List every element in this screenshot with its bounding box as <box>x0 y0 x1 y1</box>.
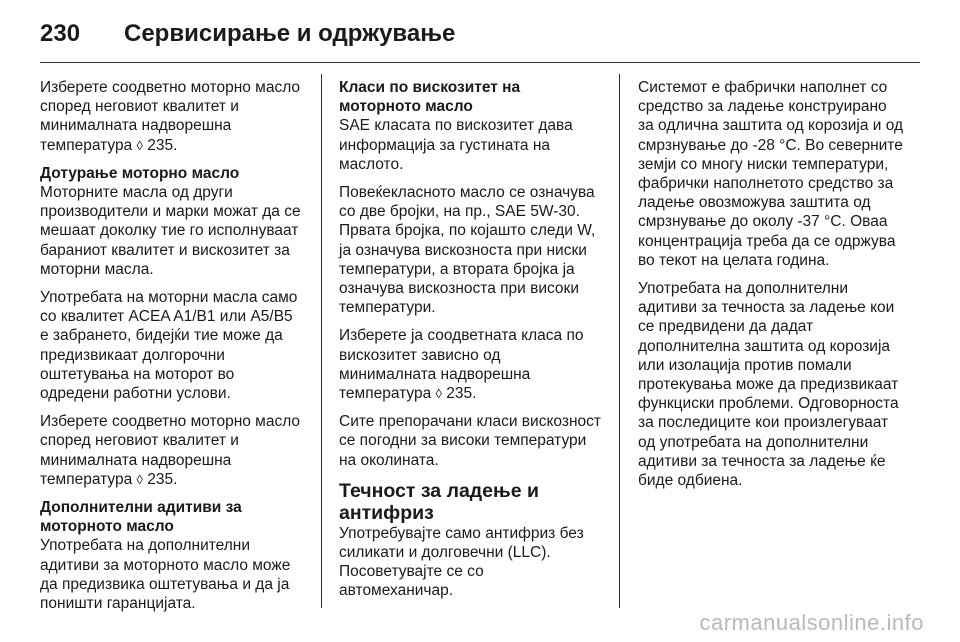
paragraph-oil-selection: Изберете соодветно моторно масло според неговиот квалитет и минималната надворешна температура ◊ 235. <box>40 79 301 154</box>
paragraph-coolant: Употребувајте само антифриз без силикати и долговечни (LLC). Посоветувајте се со автомеханичар. <box>339 524 584 600</box>
paragraph-factory-fill: Системот е фабрички наполнет со средство за ладење конструирано за одлична заштита од корозија и од смрзнување до -28 °C. Во северните земји со многу ниски температури, фабрички наполнетото средство за ладење овозможува заштита од смрзнување до околу -37 °C. Оваа концентрација треба да се одржува во текот на целата година. <box>638 79 904 269</box>
heading-viscosity-classes: Класи по вискозитет на моторното масло <box>339 79 521 116</box>
paragraph-coolant-additives: Употребата на дополнителни адитиви за течноста за ладење кои се предвидени да дадат дополнителна заштита од корозија или изолација против помали протекувања може да предизвикаат функциски проблеми. Одговорноста за последиците кои произлегуваат од употребата на дополнителни адитиви за течноста за ладење ќе биде одбиена. <box>638 280 899 490</box>
paragraph-sae: SAE класата по вискозитет дава информација за густината на маслото. <box>339 117 573 173</box>
page-ref-icon: ◊ <box>136 471 143 487</box>
paragraph-additives: Употребата на дополнителни адитиви за моторното масло може да предизвика оштетувања и да ја поништи гаранцијата. <box>40 537 291 613</box>
page-ref-link[interactable]: 235. <box>142 470 178 488</box>
column-3 <box>638 78 904 499</box>
column-divider-1 <box>321 74 322 608</box>
column-2 <box>339 78 601 610</box>
page-header <box>40 14 920 54</box>
page-ref-link[interactable]: 235. <box>142 136 178 154</box>
paragraph-multigrade: Повеќекласното масло се означува со две бројки, на пр., SAE 5W-30. Првата бројка, по којашто следи W, ја означува вискозноста при ниски температури, а втората бројка ја означува вискозноста при високи температури. <box>339 184 596 317</box>
column-divider-2 <box>619 74 620 608</box>
paragraph-select-class: Изберете ја соодветната класа по вискозитет зависно од минималната надворешна температура ◊ 235. <box>339 327 584 403</box>
paragraph-mixing: Моторните масла од други производители и марки можат да се мешаат доколку тие го исполнуваат бараниот квалитет и вискозитет за моторни масла. <box>40 184 301 278</box>
page-ref-link[interactable]: 235. <box>441 385 477 403</box>
paragraph-oil-selection-2: Изберете соодветно моторно масло според неговиот квалитет и минималната надворешна температура ◊ 235. <box>40 413 301 488</box>
header-rule <box>40 62 920 63</box>
paragraph-recommended: Сите препорачани класи вискозност се погодни за високи температури на околината. <box>339 413 601 469</box>
heading-topping-up: Дотурање моторно масло <box>40 164 240 182</box>
heading-additives: Дополнителни адитиви за моторното масло <box>40 499 242 536</box>
page-title: Сервисирање и одржување <box>124 20 456 47</box>
paragraph-acea: Употребата на моторни масла само со квалитет ACEA A1/B1 или A5/B5 е забрането, бидејќи тие може да предизвикаат долгорочни оштетувања на моторот во одредени работни услови. <box>40 289 298 403</box>
column-1 <box>40 78 302 622</box>
page-ref-icon: ◊ <box>435 386 442 402</box>
watermark: carmanualsonline.info <box>699 610 924 635</box>
heading-coolant: Течност за ладење и антифриз <box>339 479 539 524</box>
page-ref-icon: ◊ <box>136 137 143 153</box>
page-number: 230 <box>40 20 81 47</box>
